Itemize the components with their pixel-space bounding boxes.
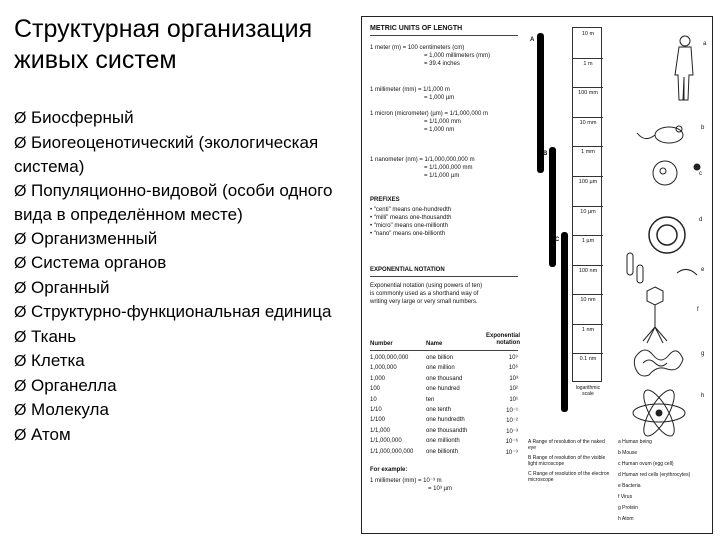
- scale-tick: [573, 117, 603, 118]
- scale-tick: [573, 353, 603, 354]
- organism-legend-item: f Virus: [618, 494, 633, 500]
- organism-legend-item: d Human red cells (erythrocytes): [618, 472, 691, 478]
- organism-legend-item: g Protein: [618, 505, 639, 511]
- prefix-line: • "centi" means one-hundredth: [370, 207, 452, 213]
- col-header-number: Number: [370, 341, 393, 347]
- resolution-bar-label: B: [543, 151, 548, 157]
- level-item: [14, 106, 359, 131]
- pic-label: d: [699, 217, 703, 223]
- levels-list: [14, 106, 359, 447]
- human-figure-icon: [675, 36, 693, 100]
- level-item: [14, 276, 359, 301]
- mouse-icon: [637, 126, 683, 143]
- table-cell-name: one thousandth: [426, 427, 468, 434]
- example-line-2: = 10³ µm: [428, 486, 452, 492]
- table-cell-number: 1/1,000,000: [370, 438, 402, 445]
- table-cell-number: 1,000,000,000: [370, 355, 409, 361]
- unit-def-line: = 39.4 inches: [424, 61, 460, 67]
- scale-tick: [573, 324, 603, 325]
- table-cell-name: one tenth: [426, 407, 452, 413]
- organism-legend-item: a Human being: [618, 439, 652, 445]
- level-label: Клетка: [31, 351, 85, 370]
- figure-heading: METRIC UNITS OF LENGTH: [370, 25, 463, 32]
- resolution-bar-label: A: [530, 37, 535, 43]
- organism-illustrations: [607, 25, 712, 445]
- table-cell-name: one billion: [426, 355, 454, 361]
- resolution-bar-label: C: [555, 237, 560, 243]
- level-label: Органелла: [31, 375, 117, 395]
- table-cell-exp: 10⁹: [508, 355, 518, 361]
- pic-label: g: [701, 351, 705, 357]
- resolution-bar: [561, 232, 568, 412]
- unit-def-line: 1 nanometer (nm) = 1/1,000,000,000 m: [370, 157, 475, 163]
- scale-tick-label: 100 nm: [578, 267, 598, 274]
- log-scale-column: [572, 27, 602, 382]
- scale-tick: [573, 146, 603, 147]
- table-cell-name: one hundred: [426, 386, 460, 393]
- bullet-arrow-icon: Ø: [14, 279, 27, 297]
- unit-def-line: = 1,000 nm: [424, 127, 455, 133]
- prefix-line: • "micro" means one-millionth: [370, 223, 449, 229]
- pic-label: c: [699, 171, 702, 177]
- table-cell-number: 1/1,000,000,000: [370, 448, 414, 455]
- level-label: Биосферный: [31, 108, 134, 127]
- level-item: [14, 374, 359, 399]
- pic-label: f: [697, 307, 699, 313]
- exp-text-line: writing very large or very small numbers.: [370, 299, 478, 305]
- level-item: [14, 227, 359, 252]
- table-cell-name: one billionth: [426, 448, 459, 455]
- unit-def-line: = 1,000 millimeters (mm): [424, 53, 491, 59]
- scale-tick: [573, 235, 603, 236]
- range-legend-item: C Range of resolution of the electron microscope: [528, 471, 610, 483]
- scale-tick: [573, 265, 603, 266]
- unit-def-line: 1 micron (micrometer) (µm) = 1/1,000,000 m: [370, 111, 488, 117]
- level-label: Организменный: [31, 228, 158, 248]
- level-item: [14, 251, 359, 276]
- scale-tick-label: 0.1 nm: [579, 356, 597, 363]
- organism-legend-item: c Human ovum (egg cell): [618, 461, 674, 467]
- bullet-arrow-icon: Ø: [14, 182, 27, 200]
- protein-icon: [634, 350, 683, 376]
- table-cell-exp: 10⁶: [508, 365, 518, 372]
- exp-text-line: is commonly used as a shorthand way of: [370, 291, 479, 297]
- organism-legend-item: e Bacteria: [618, 483, 641, 489]
- level-label: Молекула: [31, 400, 109, 419]
- prefix-line: • "milli" means one-thousandth: [370, 215, 452, 221]
- table-cell-exp: 10⁻³: [506, 428, 518, 435]
- organism-legend-item: h Atom: [618, 516, 634, 522]
- prefixes-heading: PREFIXES: [370, 197, 400, 203]
- scale-tick-label: 100 µm: [578, 178, 598, 185]
- exp-rule: [370, 276, 518, 277]
- unit-def-line: 1 meter (m) = 100 centimeters (cm): [370, 45, 465, 51]
- level-label: Структурно-функциональная единица: [31, 302, 332, 321]
- table-cell-exp: 10⁻⁹: [505, 449, 518, 456]
- level-item: [14, 349, 359, 374]
- table-cell-exp: 10⁻⁶: [505, 439, 518, 446]
- level-item: [14, 131, 359, 179]
- bullet-arrow-icon: Ø: [14, 230, 27, 248]
- bullet-arrow-icon: Ø: [14, 328, 27, 346]
- col-header-name: Name: [426, 341, 443, 347]
- scale-tick-label: 100 mm: [578, 90, 598, 97]
- scale-tick-label: 1 nm: [581, 326, 595, 333]
- bacteria-icon: [627, 253, 697, 283]
- scale-tick-label: 1 µm: [581, 238, 595, 245]
- heading-rule: [370, 35, 518, 36]
- example-heading: For example:: [370, 467, 408, 473]
- unit-def-line: = 1/1,000,000 mm: [424, 165, 473, 171]
- prefix-line: • "nano" means one-billionth: [370, 231, 446, 237]
- unit-def-line: = 1,000 µm: [424, 95, 455, 101]
- scale-tick-label: 1 m: [583, 60, 593, 67]
- exp-heading: EXPONENTIAL NOTATION: [370, 267, 445, 273]
- bullet-arrow-icon: Ø: [14, 304, 27, 321]
- table-cell-number: 1,000,000: [370, 365, 397, 372]
- pic-label: b: [701, 125, 705, 131]
- level-label: Ткань: [31, 326, 77, 346]
- exp-text-line: Exponential notation (using powers of ten): [370, 283, 483, 289]
- table-cell-exp: 10¹: [509, 396, 518, 403]
- table-cell-name: one thousand: [426, 375, 463, 382]
- table-cell-name: one hundredth: [426, 417, 465, 424]
- resolution-bar: [549, 147, 556, 267]
- illustrations-svg: [607, 25, 712, 445]
- level-label: Атом: [31, 424, 71, 444]
- level-item: [14, 179, 359, 227]
- table-cell-number: 1/10: [370, 407, 382, 413]
- table-cell-name: one millionth: [426, 438, 460, 445]
- level-item: [14, 398, 359, 423]
- level-label: Популяционно-видовой (особи одного вида в определённом месте): [14, 180, 333, 224]
- unit-def-line: = 1/1,000 µm: [424, 173, 460, 179]
- table-cell-exp: 10³: [509, 375, 518, 382]
- example-line-1: 1 millimeter (mm) = 10⁻³ m: [370, 478, 442, 484]
- scale-tick-label: 10 mm: [579, 119, 597, 126]
- scale-tick: [573, 176, 603, 177]
- bullet-arrow-icon: Ø: [14, 255, 27, 272]
- table-cell-exp: 10⁻¹: [506, 408, 518, 414]
- pic-label: h: [701, 393, 705, 399]
- scale-tick: [573, 294, 603, 295]
- table-cell-exp: 10⁻²: [506, 418, 518, 425]
- virus-icon: [643, 287, 667, 343]
- scale-tick-label: 10 µm: [580, 208, 596, 215]
- scale-tick-label: 1 mm: [581, 149, 595, 156]
- unit-def-line: = 1/1,000 mm: [424, 119, 461, 125]
- bullet-arrow-icon: Ø: [14, 110, 27, 127]
- unit-def-line: 1 millimeter (mm) = 1/1,000 m: [370, 87, 450, 93]
- table-rule: [370, 350, 518, 351]
- slide-title: Структурная организация живых систем: [14, 15, 313, 74]
- level-item: [14, 325, 359, 350]
- bullet-arrow-icon: Ø: [14, 377, 27, 395]
- range-legend-item: A Range of resolution of the naked eye: [528, 439, 605, 451]
- metric-length-figure: [361, 16, 713, 534]
- table-cell-number: 1/1,000: [370, 427, 391, 434]
- organism-legend-item: b Mouse: [618, 450, 638, 456]
- bullet-arrow-icon: Ø: [14, 134, 27, 152]
- table-cell-number: 100: [370, 386, 381, 393]
- ovum-icon: [653, 161, 700, 185]
- bullet-arrow-icon: Ø: [14, 426, 27, 444]
- level-item: [14, 300, 359, 325]
- level-label: Органный: [31, 277, 110, 297]
- bullet-arrow-icon: Ø: [14, 402, 27, 419]
- level-item: [14, 423, 359, 448]
- scale-tick-label: 10 nm: [580, 297, 596, 304]
- table-cell-number: 1/100: [370, 417, 386, 424]
- col-header-exp: Exponential notation: [485, 333, 520, 346]
- level-label: Система органов: [31, 253, 167, 272]
- scale-tick: [573, 206, 603, 207]
- scale-tick: [573, 58, 603, 59]
- pic-label: a: [703, 41, 707, 47]
- scale-tick-label: 10 m: [581, 31, 595, 37]
- scale-tick: [573, 87, 603, 88]
- table-cell-name: one million: [426, 365, 455, 372]
- atom-icon: [633, 386, 685, 440]
- table-cell-name: ten: [426, 396, 435, 403]
- level-label: Биогеоценотический (экологическая система): [14, 132, 319, 176]
- table-cell-number: 10: [370, 396, 377, 403]
- table-cell-exp: 10²: [509, 386, 518, 393]
- red-blood-cell-icon: [649, 217, 685, 253]
- pic-label: e: [701, 267, 705, 273]
- table-cell-number: 1,000: [370, 375, 386, 382]
- bullet-arrow-icon: Ø: [14, 353, 27, 370]
- range-legend-item: B Range of resolution of the visible light microscope: [528, 455, 606, 467]
- scale-caption: logarithmic scale: [575, 385, 601, 397]
